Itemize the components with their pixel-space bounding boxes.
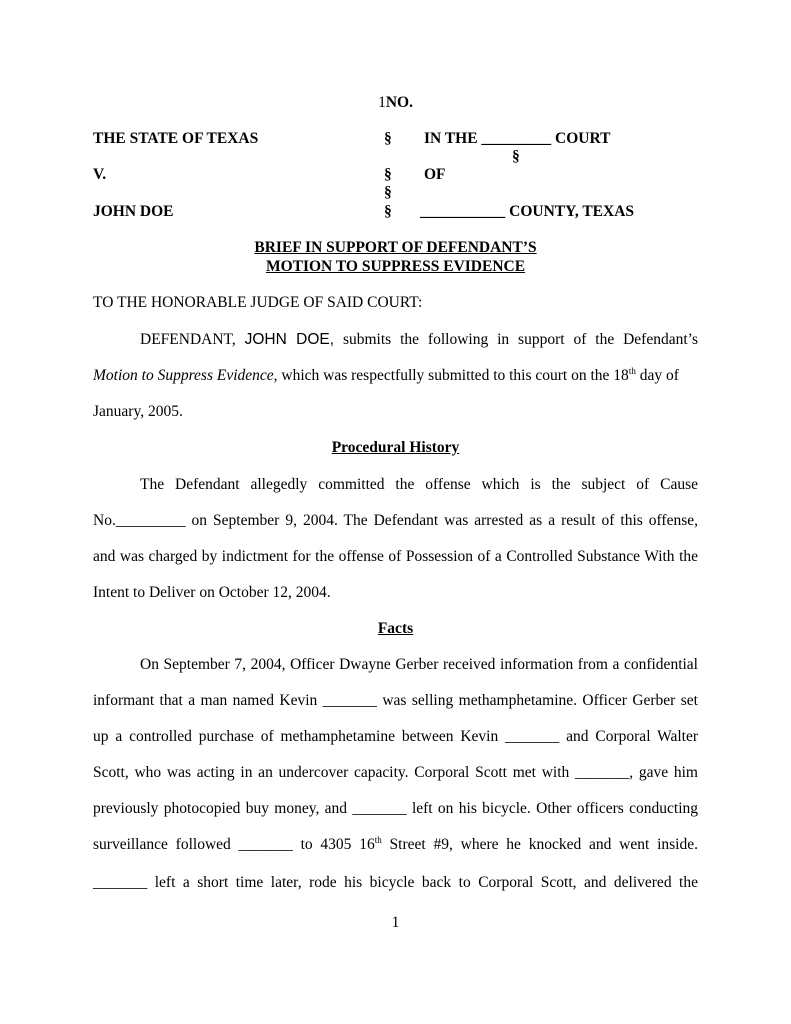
intro-line-3: January, 2005.	[93, 403, 183, 420]
section-symbol: §	[512, 148, 520, 165]
intro-text: , which was respectfully submitted to this court on the 18	[273, 367, 629, 384]
intro-text: submits the following in support of the Defendant’s	[342, 331, 698, 348]
facts-line-5: previously photocopied buy money, and _______ left on his bicycle. Other officers conducting	[93, 800, 698, 817]
section-symbol: §	[384, 203, 392, 220]
motion-title: Motion to Suppress Evidence	[93, 367, 274, 384]
heading-procedural-history: Procedural History	[331, 439, 460, 456]
defendant-name: JOHN DOE,	[244, 331, 335, 348]
procedural-line-2: No._________ on September 9, 2004. The Defendant was arrested as a result of this offense,	[93, 512, 698, 529]
caption-versus: V.	[93, 166, 107, 183]
ordinal-suffix: th	[374, 834, 382, 845]
section-symbol: §	[384, 166, 392, 183]
intro-line-1	[140, 331, 698, 349]
cause-number	[0, 94, 791, 112]
caption-party-state: THE STATE OF TEXAS	[93, 130, 259, 147]
caption-court: IN THE _________ COURT	[424, 130, 611, 147]
facts-text: Street #9, where he knocked and went inside.	[381, 836, 698, 853]
procedural-line-3: and was charged by indictment for the offense of Possession of a Controlled Substance With the	[93, 548, 698, 565]
intro-text: day of	[635, 367, 679, 384]
caption-county: ___________ COUNTY, TEXAS	[420, 203, 635, 220]
facts-line-2: informant that a man named Kevin _______ was selling methamphetamine. Officer Gerber set	[93, 692, 698, 709]
cause-number-prefix: 1	[378, 94, 386, 111]
facts-line-1: On September 7, 2004, Officer Dwayne Gerber received information from a confidential	[140, 656, 698, 673]
procedural-line-4: Intent to Deliver on October 12, 2004.	[93, 584, 331, 601]
facts-line-4: Scott, who was acting in an undercover capacity. Corporal Scott met with _______, gave him	[93, 764, 698, 781]
section-symbol: §	[384, 184, 392, 201]
intro-line-2	[93, 367, 698, 385]
caption-party-defendant: JOHN DOE	[93, 203, 174, 220]
heading-facts: Facts	[377, 620, 414, 637]
caption-of: OF	[424, 166, 446, 183]
procedural-line-1: The Defendant allegedly committed the offense which is the subject of Cause	[140, 476, 698, 493]
brief-title-line1: BRIEF IN SUPPORT OF DEFENDANT’S	[254, 239, 537, 256]
page-number: 1	[391, 914, 400, 931]
facts-line-3: up a controlled purchase of methamphetamine between Kevin _______ and Corporal Walter	[93, 728, 698, 745]
facts-text: surveillance followed _______ to 4305 16	[93, 836, 375, 853]
ordinal-suffix: th	[628, 365, 636, 376]
intro-text: DEFENDANT,	[140, 331, 236, 348]
facts-line-7: _______ left a short time later, rode his bicycle back to Corporal Scott, and delivered the	[93, 874, 698, 891]
facts-line-6	[93, 836, 698, 854]
section-symbol: §	[384, 130, 392, 147]
cause-number-label: NO.	[385, 94, 413, 111]
salutation: TO THE HONORABLE JUDGE OF SAID COURT:	[93, 294, 423, 311]
brief-title-line2: MOTION TO SUPPRESS EVIDENCE	[265, 258, 526, 275]
